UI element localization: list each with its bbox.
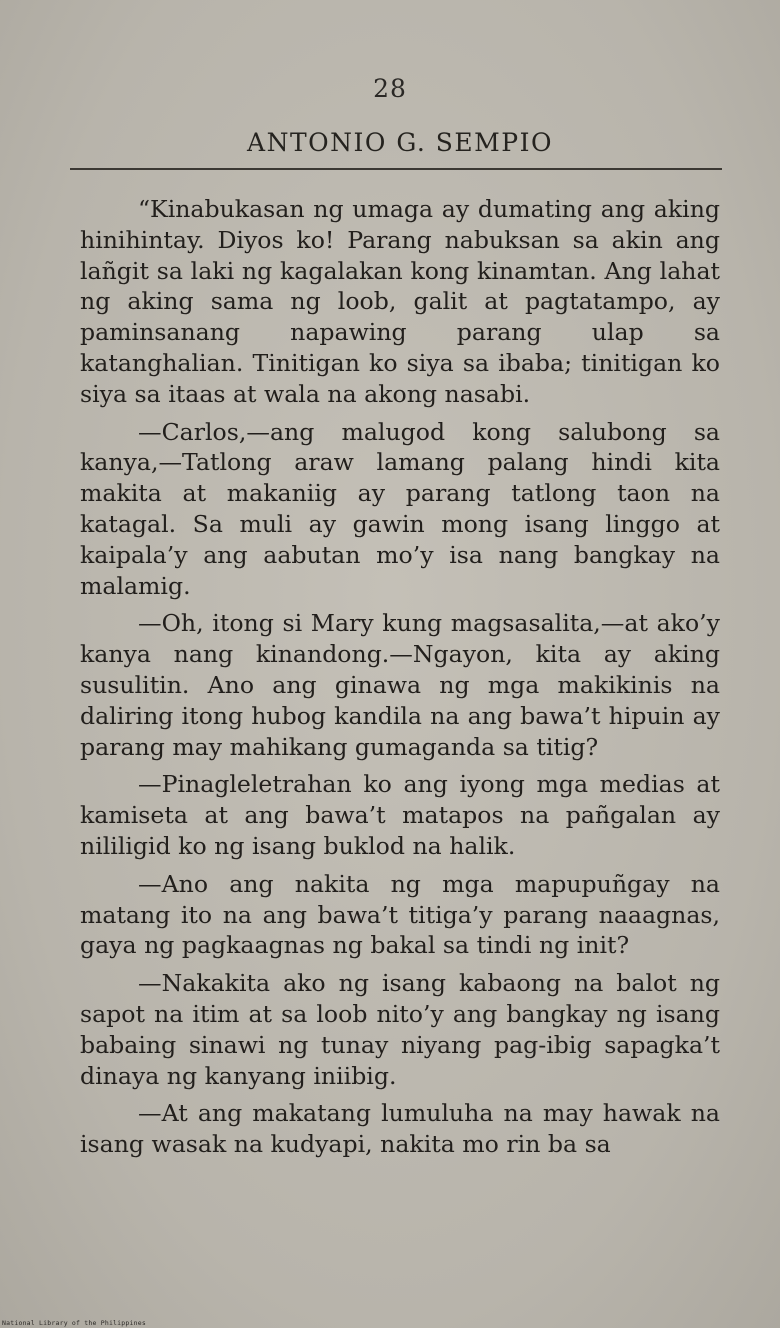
paragraph: —Ano ang nakita ng mga mapupuñgay na matang ito na ang bawa’t titiga’y parang naaagnas, gaya ng pagkaagnas ng bakal sa tindi ng init?	[80, 869, 720, 960]
library-credit: National Library of the Philippines	[2, 1319, 146, 1327]
paragraph: —At ang makatang lumuluha na may hawak na isang wasak na kudyapi, nakita mo rin ba sa	[80, 1099, 720, 1159]
paragraph: —Carlos,—ang malugod kong salubong sa kanya,—Tatlong araw lamang palang hindi kita makita at makaniig ay parang tatlong taon na katagal. Sa muli ay gawin mong isang linggo at kaipala’y ang aabutan mo’y isa nang bangkay na malamig.	[80, 417, 720, 600]
header-rule	[70, 168, 722, 170]
paragraph: —Nakakita ako ng isang kabaong na balot ng sapot na itim at sa loob nito’y ang bangkay ng isang babaing sinawi ng tunay niyang pag-ibig sapagka’t dinaya ng kanyang iniibig.	[80, 969, 720, 1090]
paragraph: —Oh, itong si Mary kung magsasalita,—at ako’y kanya nang kinandong.—Ngayon, kita ay aking susulitin. Ano ang ginawa ng mga makikinis na daliring itong hubog kandila na ang bawa’t hipuin ay parang may mahikang gumaganda sa titig?	[80, 609, 720, 761]
page-number: 28	[373, 74, 407, 103]
running-head: ANTONIO G. SEMPIO	[247, 128, 553, 157]
body-text	[80, 194, 720, 1160]
paragraph: “Kinabukasan ng umaga ay dumating ang aking hinihintay. Diyos ko! Parang nabuksan sa akin ang lañgit sa laki ng kagalakan kong kinamtan. Ang lahat ng aking sama ng loob, galit at pagtatampo, ay paminsanang napawing parang ulap sa katanghalian. Tinitigan ko siya sa ibaba; tinitigan ko siya sa itaas at wala na akong nasabi.	[80, 195, 720, 408]
paragraph: —Pinagleletrahan ko ang iyong mga medias at kamiseta at ang bawa’t matapos na pañgalan ay nililigid ko ng isang buklod na halik.	[80, 770, 720, 860]
